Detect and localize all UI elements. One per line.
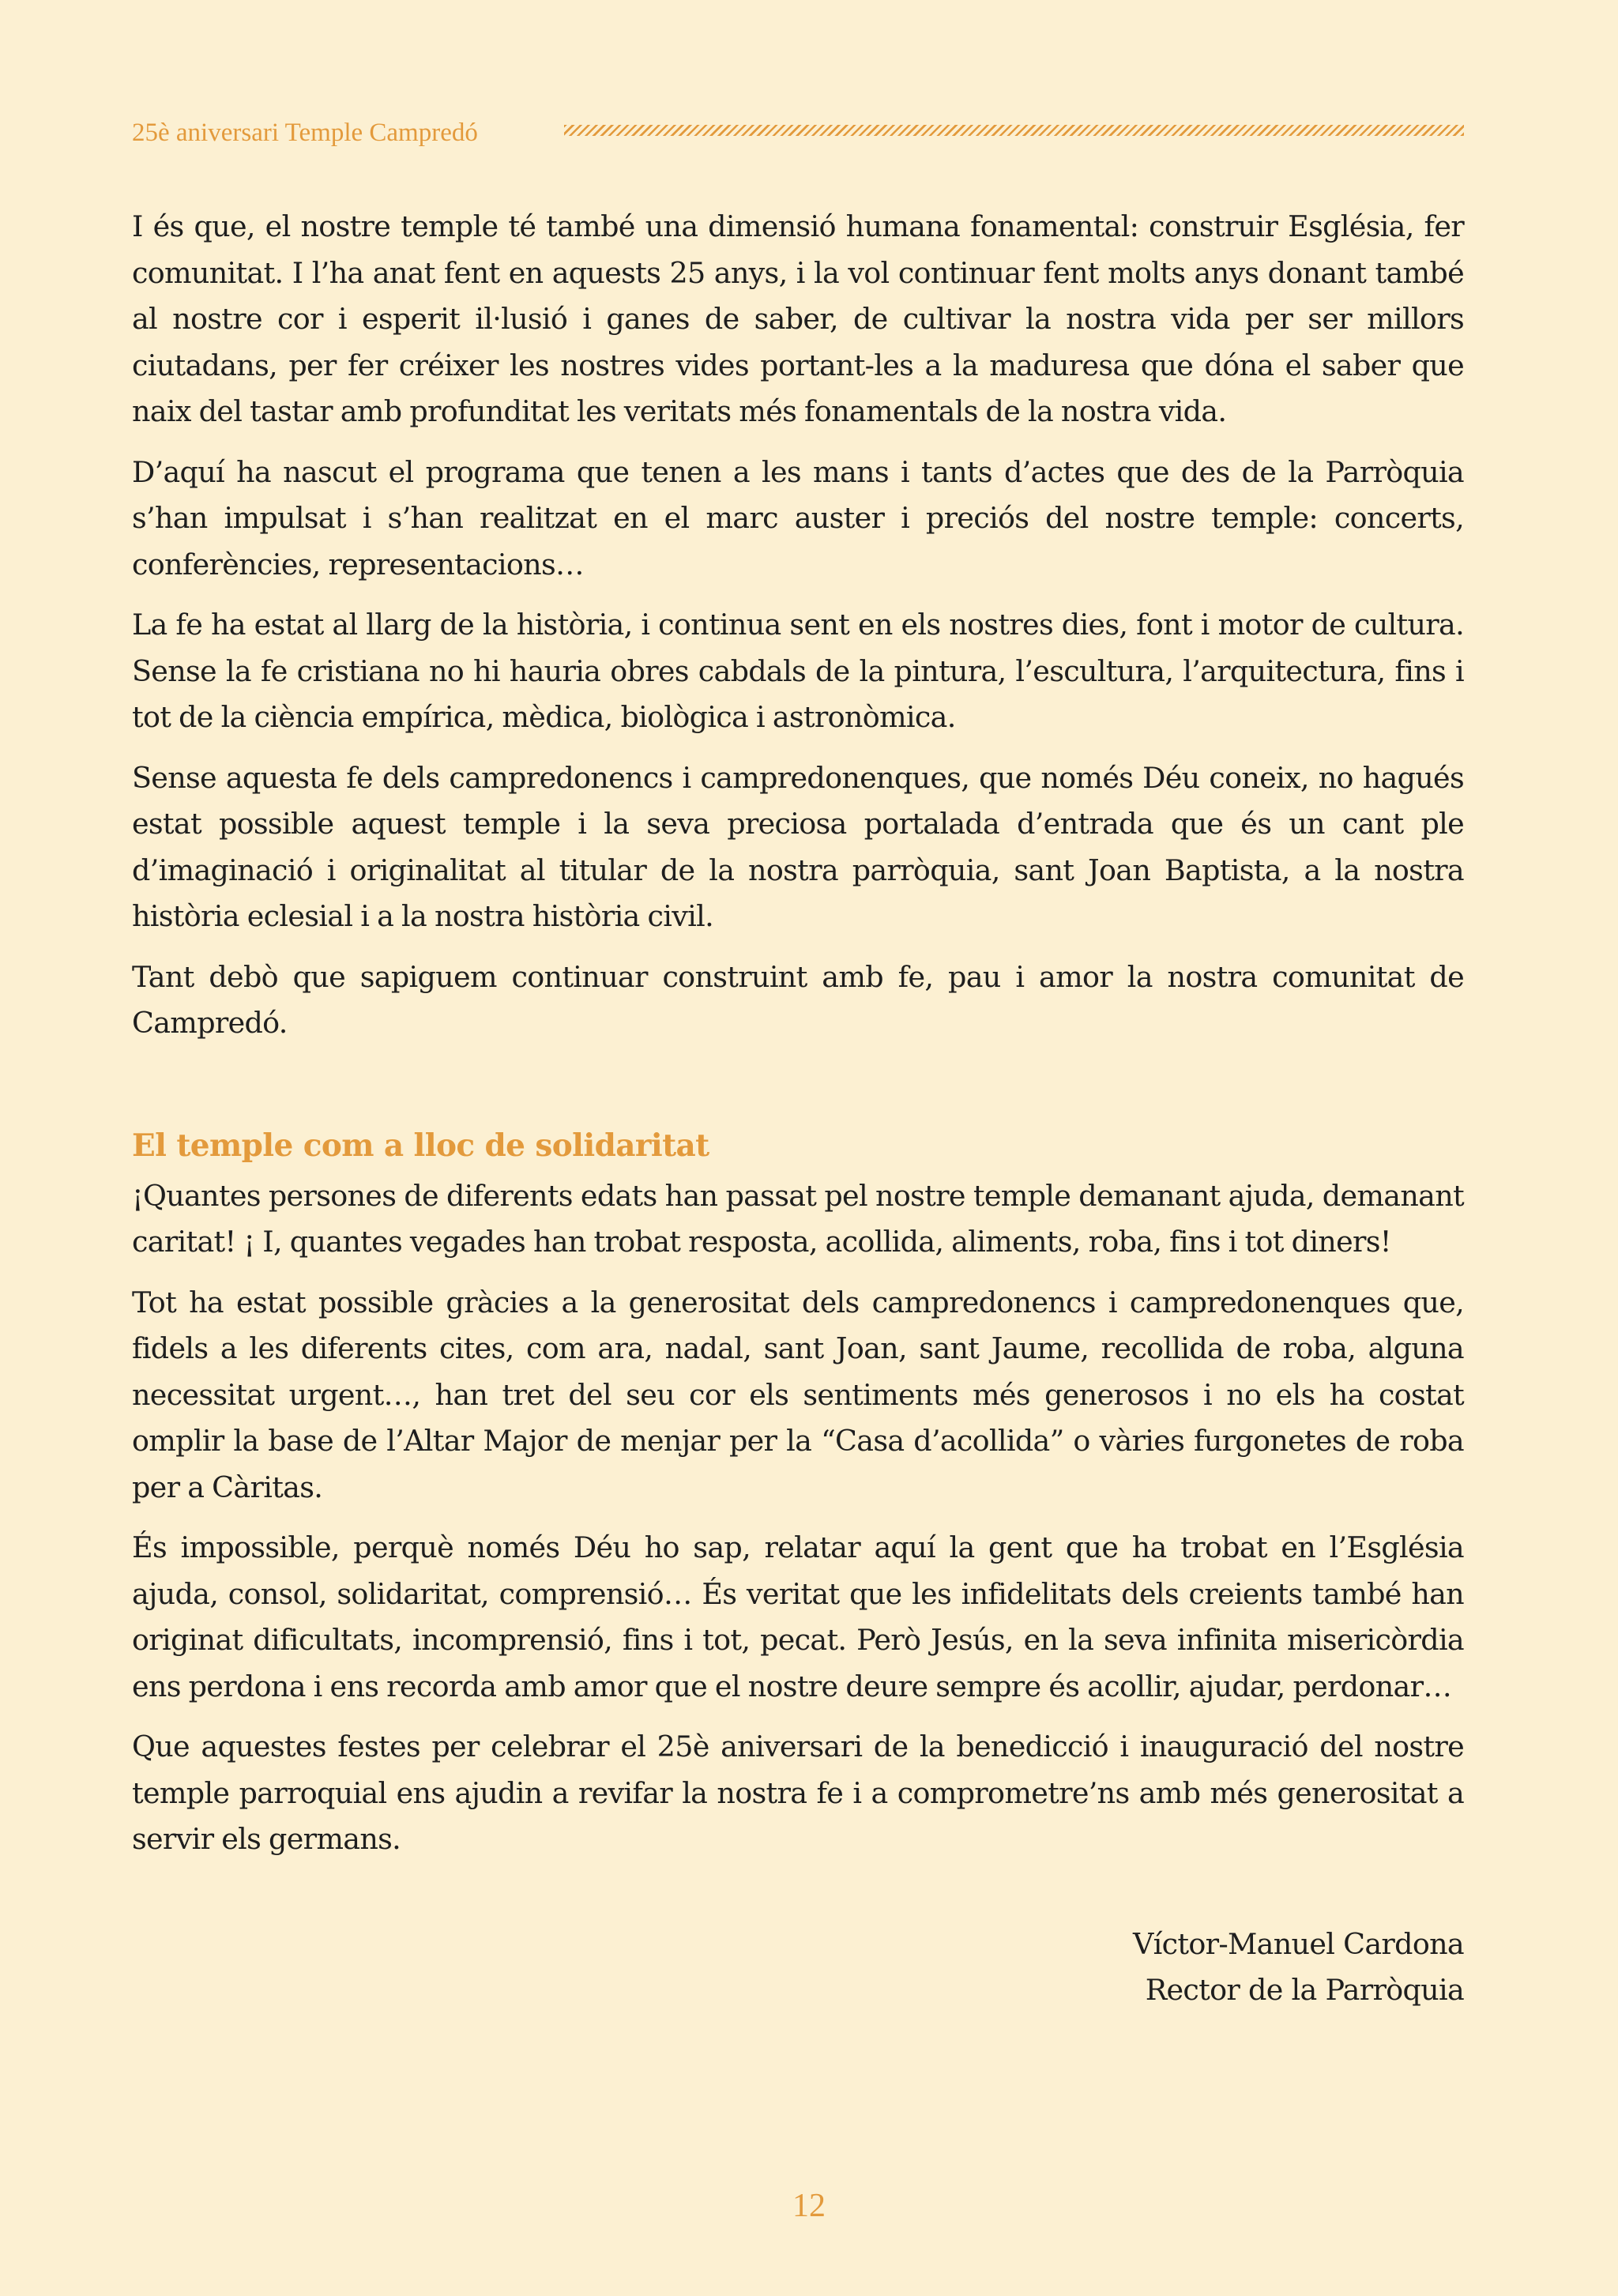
- header-title: 25è aniversari Temple Campredó: [132, 119, 478, 147]
- body-paragraph: I és que, el nostre temple té també una dimensió humana fonamental: construir Església, fer comunitat. I l’ha anat fent en aquests 25 anys, i la vol continuar fent molts anys donant també al nostre cor i esperit il·lusió i ganes de saber, de cultivar la nostra vida per ser millors ciutadans, per fer créixer les nostres vides portant-les a la maduresa que dóna el saber que naix del tastar amb profunditat les veritats més fonamentals de la nostra vida.: [132, 209, 1464, 428]
- body-paragraph: La fe ha estat al llarg de la història, i continua sent en els nostres dies, font i motor de cultura. Sense la fe cristiana no hi hauria obres cabdals de la pintura, l’escultura, l’arquitectura, fins i tot de la ciència empírica, mèdica, biològica i astronòmica.: [132, 608, 1464, 734]
- header-decorative-rule: [564, 125, 1464, 136]
- signature-role: Rector de la Parròquia: [1145, 1973, 1464, 2007]
- body-paragraph: És impossible, perquè només Déu ho sap, relatar aquí la gent que ha trobat en l’Església ajuda, consol, solidaritat, comprensió… És veritat que les infidelitats dels creients també han originat dificultats, incomprensió, fins i tot, pecat. Però Jesús, en la seva infinita misericòrdia ens perdona i ens recorda amb amor que el nostre deure sempre és acollir, ajudar, perdonar…: [132, 1530, 1464, 1703]
- body-paragraph: ¡Quantes persones de diferents edats han passat pel nostre temple demanant ajuda, demanant caritat! ¡ I, quantes vegades han trobat resposta, acollida, aliments, roba, fins i tot diners!: [132, 1178, 1464, 1259]
- body-paragraph: Tot ha estat possible gràcies a la generositat dels campredonencs i campredonenques que, fidels a les diferents cites, com ara, nadal, sant Joan, sant Jaume, recollida de roba, alguna necessitat urgent…, han tret del seu cor els sentiments més generosos i no els ha costat omplir la base de l’Altar Major de menjar per la “Casa d’acollida” o vàries furgonetes de roba per a Càritas.: [132, 1285, 1464, 1504]
- signature-block: [132, 1921, 1464, 2014]
- section-heading: El temple com a lloc de solidaritat: [132, 1127, 709, 1164]
- signature-name: Víctor-Manuel Cardona: [1133, 1926, 1464, 1961]
- body-paragraph: Que aquestes festes per celebrar el 25è aniversari de la benedicció i inauguració del nostre temple parroquial ens ajudin a revifar la nostra fe i a comprometre’ns amb més generositat a servir els germans.: [132, 1730, 1464, 1856]
- body-paragraph: Tant debò que sapiguem continuar construint amb fe, pau i amor la nostra comunitat de Campredó.: [132, 959, 1464, 1040]
- body-paragraph: Sense aquesta fe dels campredonencs i campredonenques, que només Déu coneix, no hagués estat possible aquest temple i la seva preciosa portalada d’entrada que és un cant ple d’imaginació i originalitat al titular de la nostra parròquia, sant Joan Baptista, a la nostra història eclesial i a la nostra història civil.: [132, 760, 1464, 933]
- main-content: [132, 204, 1464, 2014]
- page-number: 12: [792, 2188, 826, 2224]
- body-paragraph: D’aquí ha nascut el programa que tenen a les mans i tants d’actes que des de la Parròquia s’han impulsat i s’han realitzat en el marc auster i preciós del nostre temple: concerts, conferències, representacions…: [132, 454, 1464, 582]
- page-header: [132, 115, 1464, 150]
